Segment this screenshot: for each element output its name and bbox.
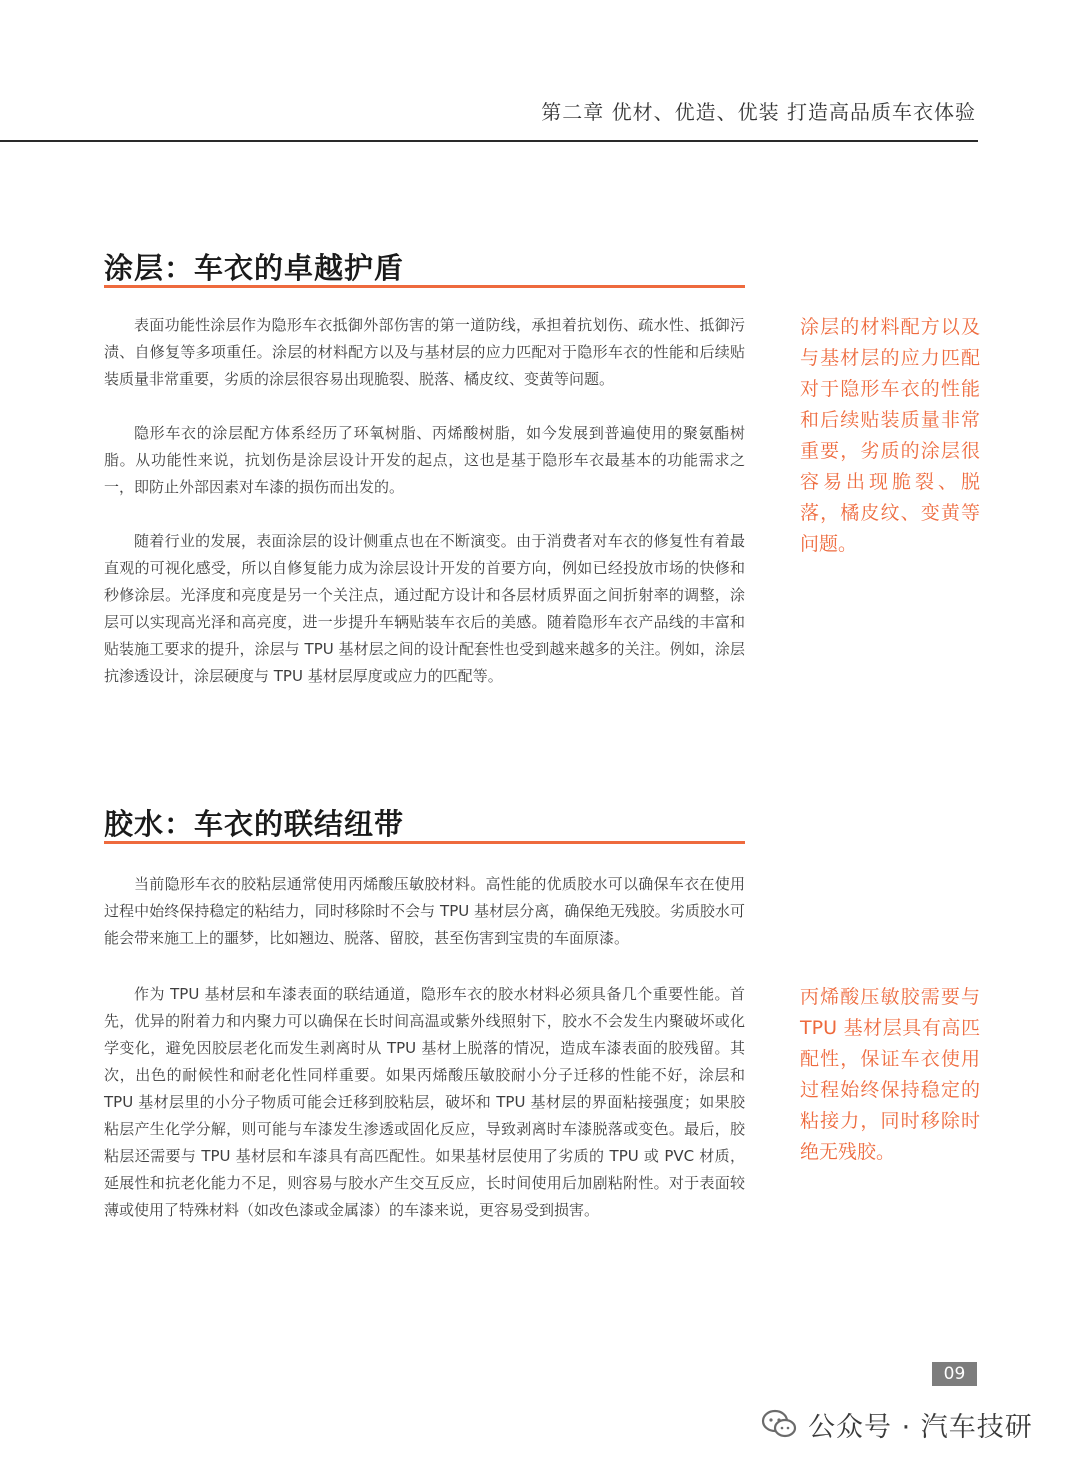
section-underline-coating [104, 285, 745, 288]
callout-adhesive: 丙烯酸压敏胶需要与 TPU 基材层具有高匹配性，保证车衣使用过程始终保持稳定的粘接力，同时移除时绝无残胶。 [800, 986, 980, 1163]
chapter-header: 第二章 优材、优造、优装 打造高品质车衣体验 [541, 100, 976, 124]
page-number: 09 [932, 1362, 977, 1386]
coating-paragraph-2: 隐形车衣的涂层配方体系经历了环氧树脂、丙烯酸树脂，如今发展到普遍使用的聚氨酯树脂。从功能性来说，抗划伤是涂层设计开发的起点，这也是基于隐形车衣最基本的功能需求之一，即防止外部因素对车漆的损伤而出发的。 [104, 424, 745, 496]
section-title-coating: 涂层：车衣的卓越护盾 [104, 251, 405, 285]
header-divider [0, 140, 978, 142]
section-title-adhesive: 胶水：车衣的联结纽带 [104, 807, 405, 841]
section-underline-adhesive [104, 841, 745, 844]
adhesive-paragraph-2: 作为 TPU 基材层和车漆表面的联结通道，隐形车衣的胶水材料必须具备几个重要性能。首先，优异的附着力和内聚力可以确保在长时间高温或紫外线照射下，胶水不会发生内聚破坏或化学变化，避免因胶层老化而发生剥离时从 TPU 基材上脱落的情况，造成车漆表面的胶残留。其次，出色的耐候性和耐老化性同样重要。如果丙烯酸压敏胶耐小分子迁移的性能不好，涂层和 TPU 基材层里的小分子物质可能会迁移到胶粘层，破坏和 TPU 基材层的界面粘接强度；如果胶粘层产生化学分解，则可能与车漆发生渗透或固化反应，导致剥离时车漆脱落或变色。最后，胶粘层还需要与 TPU 基材层和车漆具有高匹配性。如果基材层使用了劣质的 TPU 或 PVC 材质，延展性和抗老化能力不足，则容易与胶水产生交互反应，长时间使用后加剧粘附性。对于表面较薄或使用了特殊材料（如改色漆或金属漆）的车漆来说，更容易受到损害。 [104, 985, 745, 1219]
footer-brand-text: 公众号 · 汽车技研 [808, 1411, 1033, 1443]
footer-brand [760, 1404, 1033, 1444]
callout-coating: 涂层的材料配方以及与基材层的应力匹配对于隐形车衣的性能和后续贴装质量非常重要，劣质的涂层很容易出现脆裂、脱落，橘皮纹、变黄等问题。 [800, 316, 980, 555]
coating-paragraph-3: 随着行业的发展，表面涂层的设计侧重点也在不断演变。由于消费者对车衣的修复性有着最直观的可视化感受，所以自修复能力成为涂层设计开发的首要方向，例如已经投放市场的快修和秒修涂层。光泽度和亮度是另一个关注点，通过配方设计和各层材质界面之间折射率的调整，涂层可以实现高光泽和高亮度，进一步提升车辆贴装车衣后的美感。随着隐形车衣产品线的丰富和贴装施工要求的提升，涂层与 TPU 基材层之间的设计配套性也受到越来越多的关注。例如，涂层抗渗透设计，涂层硬度与 TPU 基材层厚度或应力的匹配等。 [104, 532, 745, 685]
wechat-icon [760, 1408, 798, 1440]
adhesive-paragraph-1: 当前隐形车衣的胶粘层通常使用丙烯酸压敏胶材料。高性能的优质胶水可以确保车衣在使用过程中始终保持稳定的粘结力，同时移除时不会与 TPU 基材层分离，确保绝无残胶。劣质胶水可能会带来施工上的噩梦，比如翘边、脱落、留胶，甚至伤害到宝贵的车面原漆。 [104, 875, 745, 947]
coating-paragraph-1: 表面功能性涂层作为隐形车衣抵御外部伤害的第一道防线，承担着抗划伤、疏水性、抵御污渍、自修复等多项重任。涂层的材料配方以及与基材层的应力匹配对于隐形车衣的性能和后续贴装质量非常重要，劣质的涂层很容易出现脆裂、脱落、橘皮纹、变黄等问题。 [104, 316, 745, 388]
